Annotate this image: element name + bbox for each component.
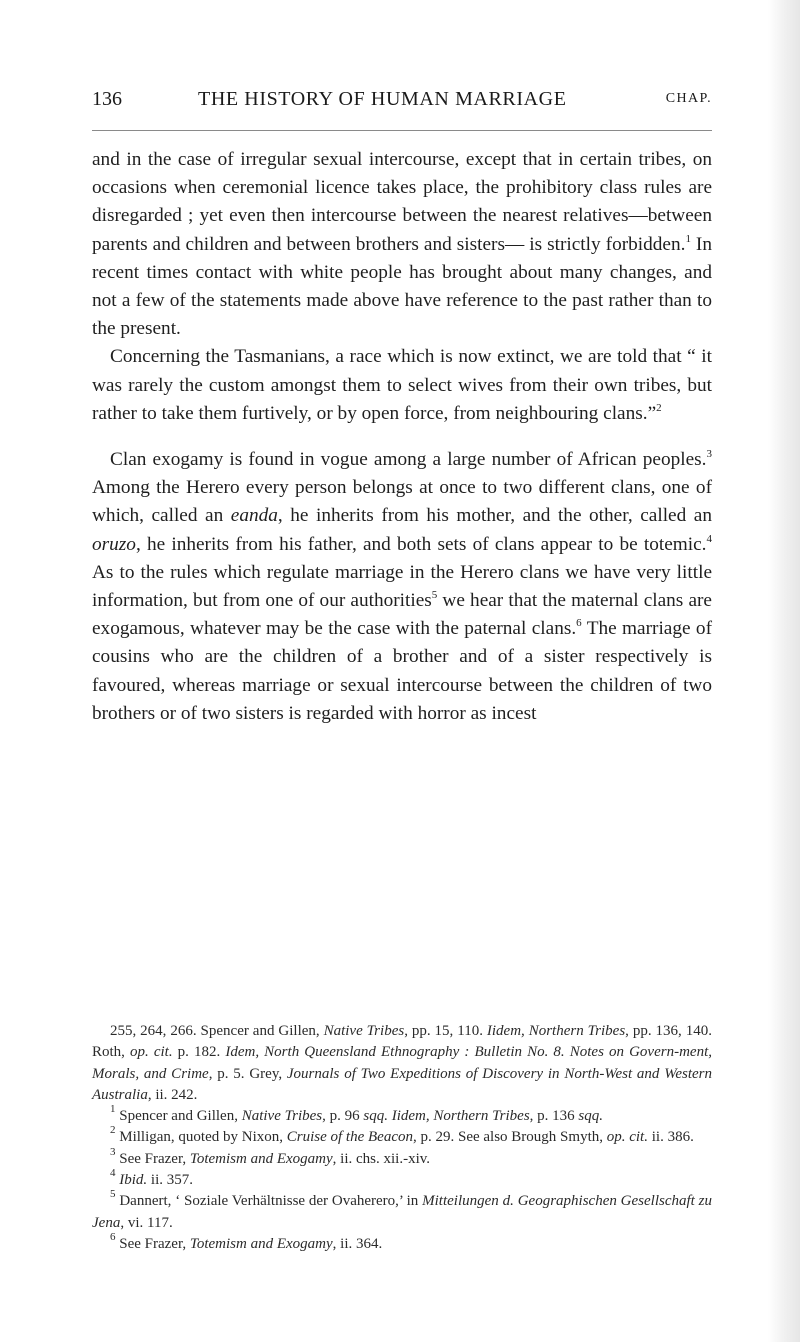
footnote-number: 5 [110,1188,116,1201]
running-title: THE HISTORY OF HUMAN MARRIAGE [198,88,567,110]
text-run: , ii. 242. [147,1086,198,1103]
text-run: , ii. chs. xii.-xiv. [332,1150,431,1167]
citation-title: sqq. [578,1108,604,1125]
running-header [92,84,712,120]
footnote-number: 1 [110,1103,116,1116]
text-run: In recent times contact with white people has brought about many changes, and not a few of the statements made above have reference to the past rather than to the present. [92,233,712,340]
citation-title: Native Tribes [241,1108,323,1125]
term-oruzo: oruzo [92,533,136,555]
citation-title: Journals of Two Expeditions of Discovery in North-West and Western Australia [92,1065,712,1103]
text-run: , he inherits from his mother, and the other, called an [277,505,712,527]
text-run: See Frazer, [115,1150,190,1167]
footnote-1 [92,1103,712,1127]
text-run: and in the case of irregular sexual intercourse, except that in certain tribes, on occasions when ceremonial licence takes place, the prohibitory class rules are disregarded ; yet even then intercourse between the nearest relatives—between parents and children and between brothers and sisters— is strictly forbidden. [92,149,712,255]
footnote-6 [92,1230,712,1255]
citation-title: op. cit. [606,1129,648,1146]
footnote-number: 2 [110,1124,116,1137]
footnote-ref-3: 3 [706,448,712,461]
footnote-5 [92,1188,712,1234]
paragraph-1 [92,146,712,343]
footnote-2 [92,1124,712,1148]
citation-title: Native Tribes [323,1023,405,1039]
text-run: , pp. 15, 110. [404,1023,487,1039]
citation-title: op. cit. [130,1044,173,1061]
text-run: Milligan, quoted by Nixon, [115,1129,287,1146]
text-run: Dannert, ‘ Soziale Verhältnisse der Ovaherero,’ in [115,1193,423,1210]
chapter-label: CHAP. [665,91,712,106]
term-eanda: eanda [230,505,278,527]
citation-title: Totemism and Exogamy [189,1235,333,1252]
text-run: Among the Herero every person belongs at once to two different clans, one of which, called an [92,477,712,527]
text-run: , ii. 364. [332,1235,383,1252]
paragraph-3 [92,446,712,728]
citation-title: Totemism and Exogamy [189,1150,333,1167]
text-run: , p. 29. See also Brough Smyth, [412,1129,607,1146]
text-run: , p. 96 [322,1108,364,1125]
text-run: The marriage of cousins who are the children of a brother and of a sister respectively is favoured, whereas marriage or sexual intercourse between the children of two brothers or of two sisters is regarded with horror as incest [92,618,712,724]
text-run: Concerning the Tasmanians, a race which is now extinct, we are told that “ it was rarely the custom amongst them to select wives from their own tribes, but rather to take them furtively, or by open force, from neighbouring clans.” [92,346,712,424]
text-run: ii. 357. [147,1172,194,1189]
text-run: p. 182. [172,1044,226,1061]
footnote-ref-6: 6 [576,617,582,630]
text-run: , pp. 136, 140. Roth, [92,1023,712,1061]
footnote-ref-4: 4 [706,532,712,545]
text-run: we hear that the maternal clans are exogamous, whatever may be the case with the paternal clans. [92,590,712,640]
text-run: ii. 386. [647,1129,694,1146]
citation-title: Idem, North Queensland Ethnography : Bulletin No. 8. Notes on Govern-ment, Morals, and Crime [92,1044,712,1082]
text-run: , p. 5. Grey, [208,1065,287,1082]
citation-title: Cruise of the Beacon [286,1129,413,1146]
page-number: 136 [92,88,122,110]
citation-title: Mitteilungen d. Geographischen Gesellschaft zu Jena [92,1193,712,1231]
citation-title: Iidem, Northern Tribes [486,1023,626,1039]
text-run: 255, 264, 266. Spencer and Gillen, [110,1023,324,1039]
header-rule [92,130,712,131]
text-run: , vi. 117. [120,1214,173,1231]
text-run: , p. 136 [529,1108,579,1125]
citation-title: sqq. [363,1108,388,1125]
footnote-ref-2: 2 [656,401,662,414]
text-run: See Frazer, [115,1235,190,1252]
text-run: , he inherits from his father, and both sets of clans appear to be totemic. [135,533,707,555]
footnote-ref-5: 5 [431,589,438,602]
footnote-number: 6 [110,1230,116,1243]
footnote-continuation [92,1021,712,1106]
paragraph-2 [92,343,712,428]
citation-title: Iidem, Northern Tribes [391,1108,530,1125]
footnote-3 [92,1145,712,1170]
footnote-ref-1: 1 [685,232,691,245]
text-run: Clan exogamy is found in vogue among a large number of African peoples. [110,449,707,471]
footnote-number: 4 [110,1167,116,1180]
main-text [92,146,712,728]
citation-title: Ibid. [119,1172,148,1189]
footnote-number: 3 [110,1145,116,1158]
text-run: As to the rules which regulate marriage in the Herero clans we have very little information, but from one of our authorities [92,561,712,612]
footnote-4 [92,1167,712,1191]
footnotes [92,1021,712,1255]
text-run: Spencer and Gillen, [115,1108,242,1125]
